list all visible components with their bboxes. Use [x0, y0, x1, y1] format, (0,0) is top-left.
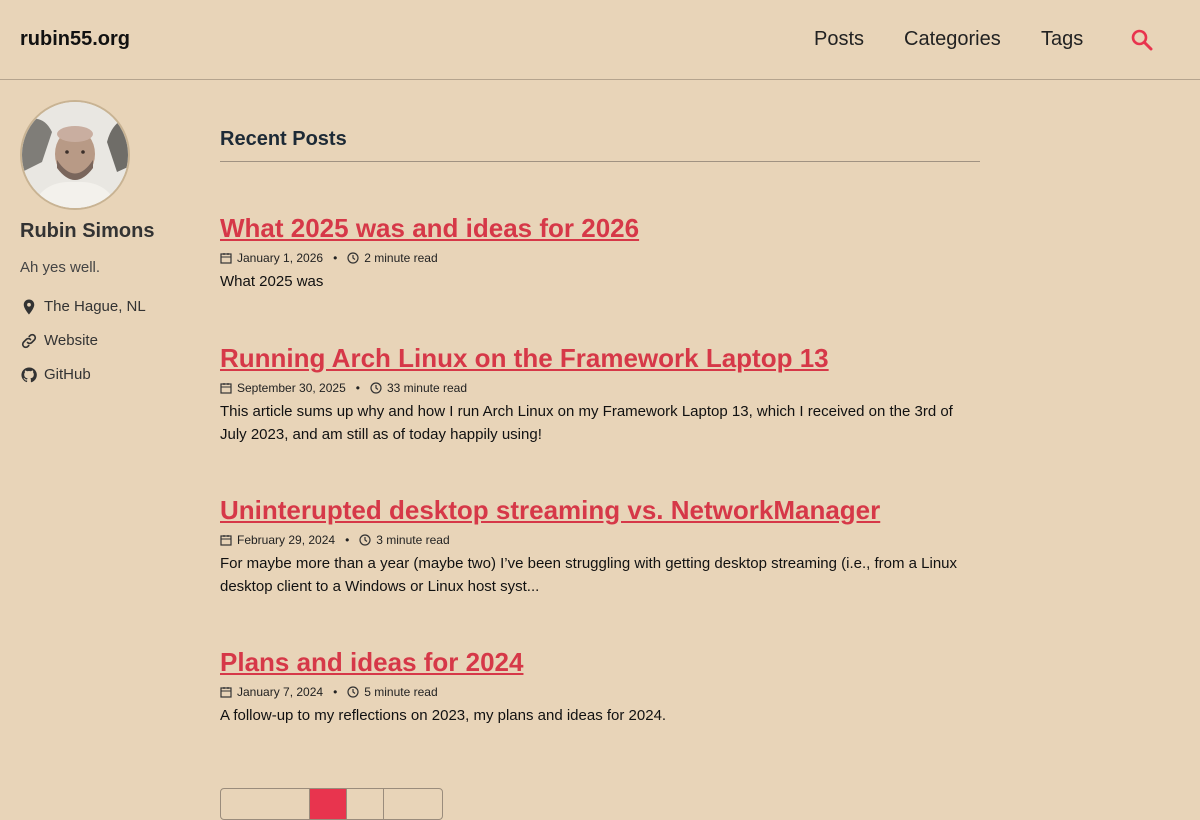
author-website-link[interactable] — [20, 332, 200, 366]
recent-posts-section — [220, 128, 980, 724]
post-item — [220, 212, 980, 293]
nav-tags[interactable]: Tags — [1041, 28, 1084, 50]
avatar-photo — [22, 102, 128, 208]
author-github-link[interactable] — [20, 366, 200, 400]
meta-separator: • — [333, 685, 338, 699]
masthead — [0, 0, 1200, 80]
pagination-next[interactable] — [384, 789, 442, 819]
author-links — [20, 298, 200, 400]
calendar-icon — [220, 382, 232, 394]
post-excerpt: This article sums up why and how I run Arch Linux on my Framework Laptop 13, which I received on the 3rd of July 2023, and am still as of today happily using! — [220, 403, 953, 443]
post-read-time: 3 minute read — [376, 533, 450, 547]
post-meta — [220, 378, 980, 398]
clock-icon — [347, 686, 359, 698]
meta-separator: • — [355, 381, 360, 395]
post-date: February 29, 2024 — [237, 533, 336, 547]
github-icon — [20, 366, 38, 384]
clock-icon — [359, 534, 371, 546]
github-label[interactable]: GitHub — [44, 366, 91, 383]
post-meta — [220, 682, 980, 702]
author-sidebar — [20, 100, 200, 400]
post-date: January 1, 2026 — [237, 251, 324, 265]
post-excerpt: For maybe more than a year (maybe two) I’ve been struggling with getting desktop streaming (i.e., from a Linux desktop client to a Windows or Linux host syst... — [220, 555, 958, 595]
post-date: September 30, 2025 — [237, 381, 346, 395]
post-read-time: 2 minute read — [364, 251, 438, 265]
website-label[interactable]: Website — [44, 332, 98, 349]
site-title[interactable]: rubin55.org — [20, 28, 131, 50]
pagination — [220, 788, 443, 820]
pagination-previous[interactable] — [221, 789, 310, 819]
meta-separator: • — [333, 251, 338, 265]
post-meta — [220, 248, 980, 268]
author-name: Rubin Simons — [20, 220, 155, 242]
post-date: January 7, 2024 — [237, 685, 324, 699]
post-title-link[interactable]: Uninterupted desktop streaming vs. NetworkManager — [220, 495, 881, 525]
clock-icon — [347, 252, 359, 264]
post-item — [220, 494, 980, 598]
author-location — [20, 298, 200, 332]
post-excerpt: What 2025 was — [220, 273, 324, 290]
search-icon — [1130, 28, 1154, 52]
pagination-page[interactable] — [347, 789, 384, 819]
post-meta — [220, 530, 980, 550]
post-excerpt: A follow-up to my reflections on 2023, my plans and ideas for 2024. — [220, 707, 667, 724]
calendar-icon — [220, 686, 232, 698]
calendar-icon — [220, 534, 232, 546]
meta-separator: • — [345, 533, 350, 547]
search-button[interactable] — [1130, 28, 1154, 52]
post-title-link[interactable]: Running Arch Linux on the Framework Laptop 13 — [220, 343, 829, 373]
author-bio: Ah yes well. — [20, 259, 101, 276]
post-title-link[interactable]: Plans and ideas for 2024 — [220, 647, 524, 677]
main-nav — [0, 28, 1200, 58]
section-title: Recent Posts — [220, 128, 980, 162]
nav-posts[interactable]: Posts — [814, 28, 865, 50]
nav-categories[interactable]: Categories — [904, 28, 1001, 50]
avatar — [20, 100, 130, 210]
clock-icon — [370, 382, 382, 394]
post-read-time: 5 minute read — [364, 685, 438, 699]
pagination-current-page[interactable] — [310, 789, 347, 819]
post-item — [220, 646, 980, 727]
post-title-link[interactable]: What 2025 was and ideas for 2026 — [220, 213, 640, 243]
map-marker-icon — [20, 298, 38, 316]
link-icon — [20, 332, 38, 350]
post-read-time: 33 minute read — [386, 381, 468, 395]
post-item — [220, 342, 980, 446]
calendar-icon — [220, 252, 232, 264]
location-label: The Hague, NL — [44, 298, 146, 315]
